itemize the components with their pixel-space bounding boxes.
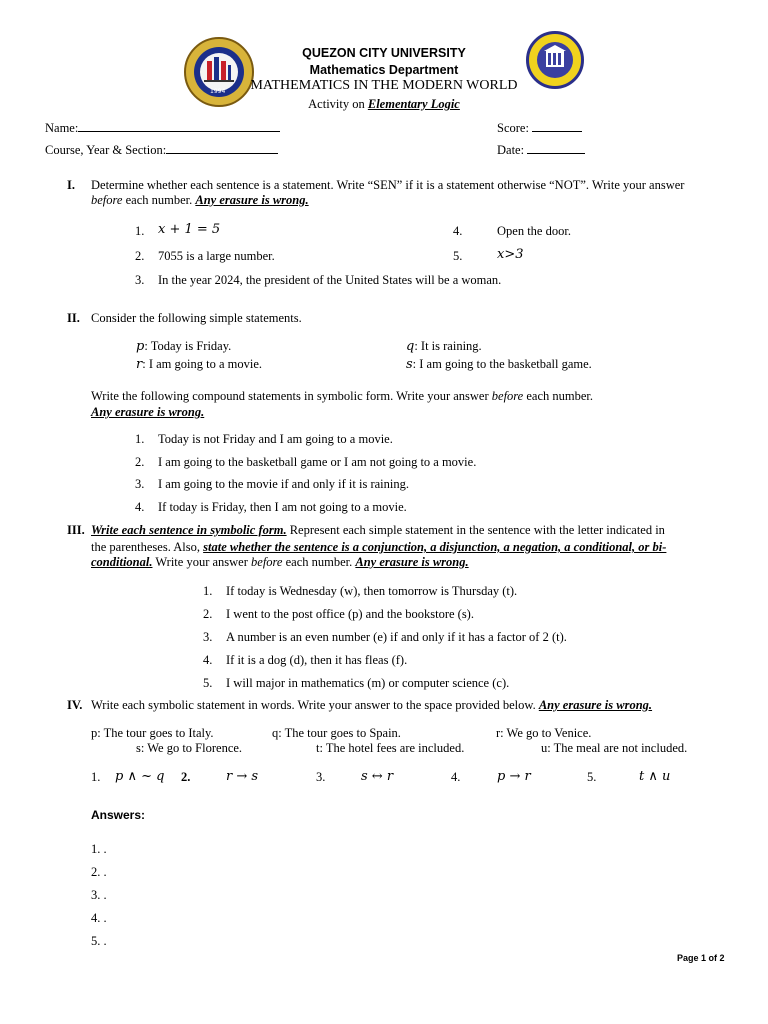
score-label: Score:	[497, 121, 529, 135]
part3-item-4-text: If it is a dog (d), then it has fleas (f).	[226, 653, 408, 667]
part1-item-3-num: 3.	[135, 273, 145, 287]
statement-p-text: : Today is Friday.	[144, 339, 232, 353]
part2-instr2-a: Write the following compound statements in symbolic form. Write your answer	[91, 389, 492, 403]
part3-item-3-num: 3.	[203, 630, 213, 644]
part4-numeral: IV.	[67, 698, 83, 712]
part3-instr-e: conditional.	[91, 555, 153, 569]
part2-instr: Consider the following simple statements.	[91, 311, 302, 325]
part2-item-2-text: I am going to the basketball game or I am not going to a movie.	[158, 455, 477, 469]
part1-instr-line1: Determine whether each sentence is a statement. Write “SEN” if it is a statement otherwise “NOT”. Write your answer	[91, 178, 685, 192]
seal-year: 1994	[210, 88, 226, 95]
part1-item-2-text: 7055 is a large number.	[158, 249, 275, 263]
part2-item-1-num: 1.	[135, 432, 145, 446]
part4-statement-t: t: The hotel fees are included.	[316, 741, 465, 755]
part1-item-3-text: In the year 2024, the president of the United States will be a woman.	[158, 273, 502, 287]
var-q: q	[406, 339, 415, 354]
part4-item-1-expr: p ∧ ~ q	[115, 769, 165, 784]
part3-instr-f: Write your answer	[152, 555, 252, 569]
part4-item-4-expr: p → r	[497, 769, 531, 784]
name-blank[interactable]	[78, 119, 280, 132]
statement-q-text: : It is raining.	[414, 339, 482, 353]
part4-instr	[91, 698, 652, 713]
part3-warning: Any erasure is wrong.	[355, 555, 469, 569]
part4-item-1-num: 1.	[91, 770, 101, 784]
date-label: Date:	[497, 143, 525, 157]
part2-item-3-text: I am going to the movie if and only if it is raining.	[158, 477, 410, 491]
statement-s	[406, 357, 592, 372]
page-number: Page 1 of 2	[677, 953, 725, 963]
course-blank[interactable]	[166, 141, 278, 154]
part4-statement-r: r: We go to Venice.	[496, 726, 592, 740]
part3-item-5-text: I will major in mathematics (m) or computer science (c).	[226, 676, 510, 690]
name-label: Name:	[45, 121, 79, 135]
date-blank[interactable]	[527, 141, 585, 154]
part1-instr-line2	[91, 193, 309, 208]
part4-instr-text: Write each symbolic statement in words. Write your answer to the space provided below.	[91, 698, 539, 712]
var-p: p	[136, 339, 145, 354]
part3-instr-d: state whether the sentence is a conjunction, a disjunction, a negation, a conditional, or bi-	[203, 540, 667, 554]
part3-instr-g: each number.	[282, 555, 356, 569]
part1-warning: Any erasure is wrong.	[195, 193, 309, 207]
part2-item-2-num: 2.	[135, 455, 145, 469]
part1-item-1-text: x + 1 = 5	[158, 222, 221, 237]
part1-each: each number.	[122, 193, 196, 207]
answer-line-4[interactable]: 4. .	[91, 911, 107, 925]
part3-item-1-num: 1.	[203, 584, 213, 598]
answer-line-5[interactable]: 5. .	[91, 934, 107, 948]
part3-instr-a: Write each sentence in symbolic form.	[91, 523, 287, 537]
part4-item-2-num: 2.	[181, 770, 191, 784]
part1-before: before	[91, 193, 123, 207]
part3-item-1-text: If today is Wednesday (w), then tomorrow is Thursday (t).	[226, 584, 518, 598]
part4-statement-u: u: The meal are not included.	[541, 741, 688, 755]
var-s: s	[406, 357, 413, 372]
part3-numeral: III.	[67, 523, 85, 537]
course-title: MATHEMATICS IN THE MODERN WORLD	[250, 78, 518, 93]
part3-item-4-num: 4.	[203, 653, 213, 667]
statement-r	[136, 357, 262, 372]
score-field[interactable]	[497, 119, 582, 136]
part3-item-2-text: I went to the post office (p) and the bookstore (s).	[226, 607, 474, 621]
university-name: QUEZON CITY UNIVERSITY	[302, 46, 466, 60]
part3-item-3-text: A number is an even number (e) if and only if it has a factor of 2 (t).	[226, 630, 567, 644]
part3-instr-c: the parentheses. Also,	[91, 540, 204, 554]
part1-item-1-num: 1.	[135, 224, 145, 238]
part2-instr2-line1	[91, 389, 593, 404]
part1-numeral: I.	[67, 178, 75, 192]
part3-item-5-num: 5.	[203, 676, 213, 690]
part4-statement-q: q: The tour goes to Spain.	[272, 726, 401, 740]
part3-before: before	[251, 555, 283, 569]
part3-instr-line2	[91, 540, 666, 555]
part4-statement-s: s: We go to Florence.	[136, 741, 243, 755]
part2-before: before	[491, 389, 524, 403]
part1-item-4-num: 4.	[453, 224, 463, 238]
answers-label: Answers:	[91, 808, 146, 822]
activity-line	[0, 97, 768, 112]
var-r: r	[136, 357, 143, 372]
part2-numeral: II.	[67, 311, 80, 325]
course-label: Course, Year & Section:	[45, 143, 167, 157]
part2-item-4-num: 4.	[135, 500, 145, 514]
part4-item-5-num: 5.	[587, 770, 597, 784]
part2-item-4-text: If today is Friday, then I am not going to a movie.	[158, 500, 407, 514]
course-field[interactable]	[45, 141, 278, 158]
part3-instr-line1	[91, 523, 665, 538]
part1-item-4-text: Open the door.	[497, 224, 571, 238]
part1-item-5-text: x>3	[497, 247, 524, 262]
part2-item-1-text: Today is not Friday and I am going to a movie.	[158, 432, 393, 446]
part3-item-2-num: 2.	[203, 607, 213, 621]
part4-item-3-expr: s ↔ r	[361, 769, 394, 784]
part3-instr-b: Represent each simple statement in the sentence with the letter indicated in	[286, 523, 665, 537]
part1-item-5-num: 5.	[453, 249, 463, 263]
date-field[interactable]	[497, 141, 585, 158]
part2-instr2-b: each number.	[523, 389, 594, 403]
part4-item-4-num: 4.	[451, 770, 461, 784]
name-field[interactable]	[45, 119, 280, 136]
statement-s-text: : I am going to the basketball game.	[412, 357, 592, 371]
part1-item-2-num: 2.	[135, 249, 145, 263]
answer-line-1[interactable]: 1. .	[91, 842, 107, 856]
part4-item-3-num: 3.	[316, 770, 326, 784]
statement-r-text: : I am going to a movie.	[142, 357, 262, 371]
part3-instr-line3	[91, 555, 469, 570]
part4-item-5-expr: t ∧ u	[639, 769, 671, 784]
part2-item-3-num: 3.	[135, 477, 145, 491]
part2-warning: Any erasure is wrong.	[91, 405, 205, 419]
statement-p	[136, 339, 231, 354]
score-blank[interactable]	[532, 119, 582, 132]
activity-prefix: Activity on	[308, 97, 368, 111]
answer-line-2[interactable]: 2. .	[91, 865, 107, 879]
answer-line-3[interactable]: 3. .	[91, 888, 107, 902]
part4-statement-p: p: The tour goes to Italy.	[91, 726, 214, 740]
part4-warning: Any erasure is wrong.	[538, 698, 653, 712]
department-name: Mathematics Department	[309, 63, 459, 77]
statement-q	[406, 339, 482, 354]
part4-item-2-expr: r → s	[226, 769, 259, 784]
activity-topic: Elementary Logic	[367, 97, 460, 111]
